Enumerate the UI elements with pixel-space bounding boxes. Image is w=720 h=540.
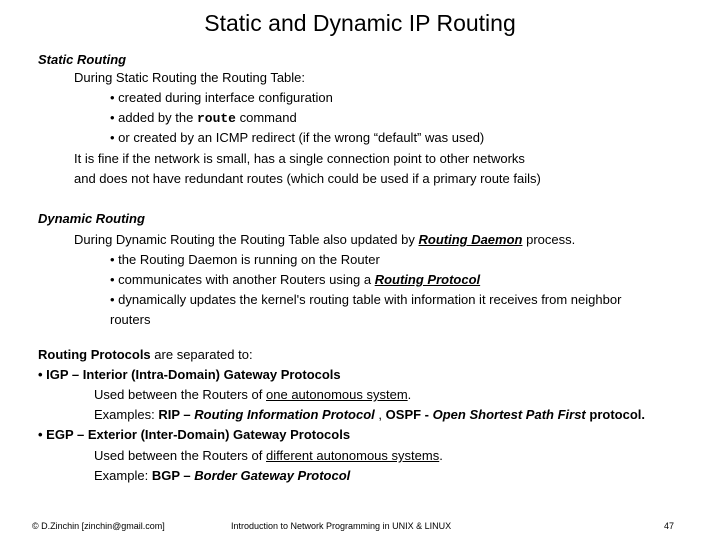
igp-examples-label: Examples: [94, 407, 155, 422]
static-routing-heading: Static Routing [38, 52, 127, 67]
route-command: route [196, 111, 236, 126]
bgp-abbrev: BGP – [151, 468, 191, 483]
dynamic-intro-pre: During Dynamic Routing the Routing Table also updated by [74, 232, 415, 247]
routing-protocol-term: Routing Protocol [374, 272, 481, 287]
routing-protocols-rest: are separated to: [154, 347, 253, 362]
egp-example [94, 468, 350, 484]
static-bullet-1: • created during interface configuration [110, 90, 333, 105]
dynamic-bullet-2-pre: • communicates with another Routers using a [110, 272, 372, 287]
egp-used-between [94, 448, 443, 464]
egp-used-post: . [439, 448, 443, 463]
egp-example-label: Example: [94, 468, 149, 483]
dynamic-bullet-3: • dynamically updates the kernel's routing table with information it receives from neighbor [110, 292, 622, 307]
igp-examples-sep: , [378, 407, 383, 422]
footer-author: © D.Zinchin [zinchin@gmail.com] [32, 521, 165, 531]
static-bullet-2-post: command [239, 110, 297, 125]
egp-different-autonomous-systems: different autonomous systems [266, 448, 440, 463]
dynamic-bullet-2 [110, 272, 480, 288]
static-routing-intro: During Static Routing the Routing Table: [74, 70, 306, 85]
rip-full-name: Routing Information Protocol [194, 407, 375, 422]
bgp-full-name: Border Gateway Protocol [194, 468, 351, 483]
egp-used-pre: Used between the Routers of [94, 448, 263, 463]
igp-examples-end: protocol. [589, 407, 645, 422]
dynamic-bullet-3-cont: routers [110, 312, 151, 327]
static-bullet-2-pre: • added by the [110, 110, 194, 125]
static-bullet-2 [110, 110, 297, 127]
static-note-2: and does not have redundant routes (which could be used if a primary route fails) [74, 171, 541, 186]
igp-used-post: . [407, 387, 412, 402]
igp-used-between [94, 387, 411, 403]
static-note-1: It is fine if the network is small, has a single connection point to other networks [74, 151, 525, 166]
dynamic-intro-post: process. [526, 232, 576, 247]
routing-protocols-term: Routing Protocols [38, 347, 151, 362]
ospf-abbrev: OSPF - [385, 407, 429, 422]
ospf-full-name: Open Shortest Path First [432, 407, 586, 422]
footer-course: Introduction to Network Programming in UNIX & LINUX [231, 521, 452, 531]
static-bullet-3: • or created by an ICMP redirect (if the wrong “default” was used) [110, 130, 485, 145]
dynamic-routing-intro [74, 232, 575, 248]
egp-label: • EGP – Exterior (Inter-Domain) Gateway Protocols [38, 427, 351, 442]
routing-daemon-term: Routing Daemon [418, 232, 523, 247]
igp-label: • IGP – Interior (Intra-Domain) Gateway Protocols [38, 367, 341, 382]
page-number: 47 [664, 521, 675, 531]
igp-examples [94, 407, 645, 423]
dynamic-bullet-1: • the Routing Daemon is running on the Router [110, 252, 380, 267]
page-title: Static and Dynamic IP Routing [204, 10, 516, 36]
igp-used-pre: Used between the Routers of [94, 387, 263, 402]
rip-abbrev: RIP – [158, 407, 191, 422]
igp-one-autonomous-system: one autonomous system [266, 387, 408, 402]
routing-protocols-heading [38, 347, 253, 363]
dynamic-routing-heading: Dynamic Routing [38, 211, 145, 226]
